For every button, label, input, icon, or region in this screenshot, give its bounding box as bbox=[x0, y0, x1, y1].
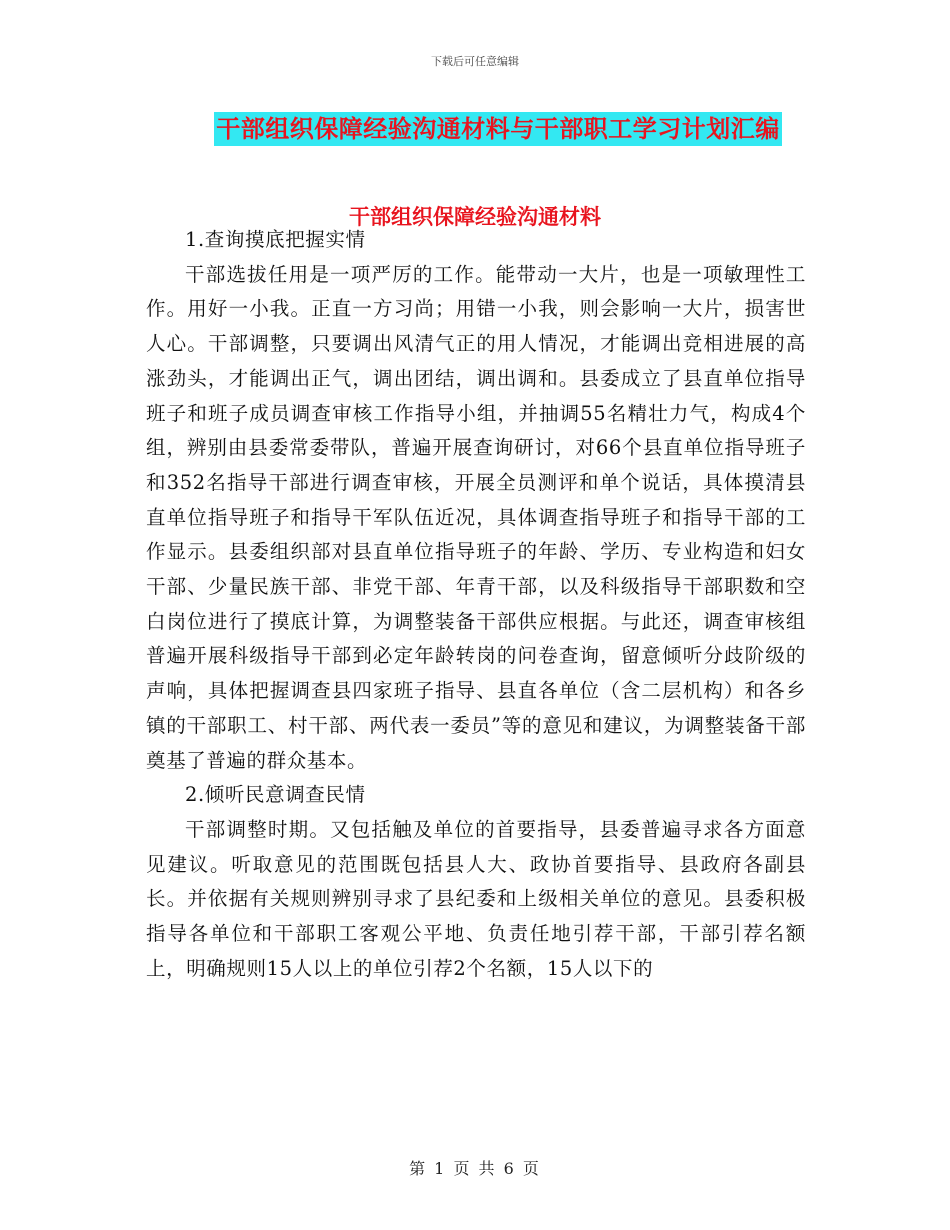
subheading-1: 1.查询摸底把握实情 bbox=[185, 228, 366, 251]
paragraph-2: 干部调整时期。又包括触及单位的首要指导，县委普遍寻求各方面意见建议。听取意见的范围既包括县人大、政协首要指导、县政府各副县长。并依据有关规则辨别寻求了县纪委和上级相关单位的意见。县委积极指导各单位和干部职工客观公平地、负责任地引荐干部，干部引荐名额上，明确规则15人以上的单位引荐2个名额，15人以下的 bbox=[146, 817, 806, 980]
main-title: 干部组织保障经验沟通材料与干部职工学习计划汇编 bbox=[214, 112, 782, 146]
section-title: 干部组织保障经验沟通材料 bbox=[349, 204, 601, 229]
header-note: 下载后可任意编辑 bbox=[431, 55, 519, 68]
subheading-2: 2.倾听民意调查民情 bbox=[185, 783, 366, 807]
main-title-container bbox=[0, 112, 950, 146]
document-body bbox=[146, 223, 806, 986]
paragraph-1: 干部选拔任用是一项严厉的工作。能带动一大片，也是一项敏理性工作。用好一小我。正直一方习尚；用错一小我，则会影响一大片，损害世人心。干部调整，只要调出风清气正的用人情况，才能调出竞相进展的高涨劲头，才能调出正气，调出团结，调出调和。县委成立了县直单位指导班子和班子成员调查审核工作指导小组，并抽调55名精壮力气，构成4个组，辨别由县委常委带队，普遍开展查询研讨，对66个县直单位指导班子和352名指导干部进行调查审核，开展全员测评和单个说话，具体摸清县直单位指导班子和指导干军队伍近况，具体调查指导班子和指导干部的工作显示。县委组织部对县直单位指导班子的年龄、学历、专业构造和妇女干部、少量民族干部、非党干部、年青干部，以及科级指导干部职数和空白岗位进行了摸底计算，为调整装备干部供应根据。与此还，调查审核组普遍开展科级指导干部到必定年龄转岗的问卷查询，留意倾听分歧阶级的声响，具体把握调查县四家班子指导、县直各单位（含二层机构）和各乡镇的干部职工、村干部、两代表一委员”等的意见和建议，为调整装备干部奠基了普遍的群众基本。 bbox=[146, 262, 806, 772]
page-footer: 第 1 页 共 6 页 bbox=[409, 1159, 541, 1178]
